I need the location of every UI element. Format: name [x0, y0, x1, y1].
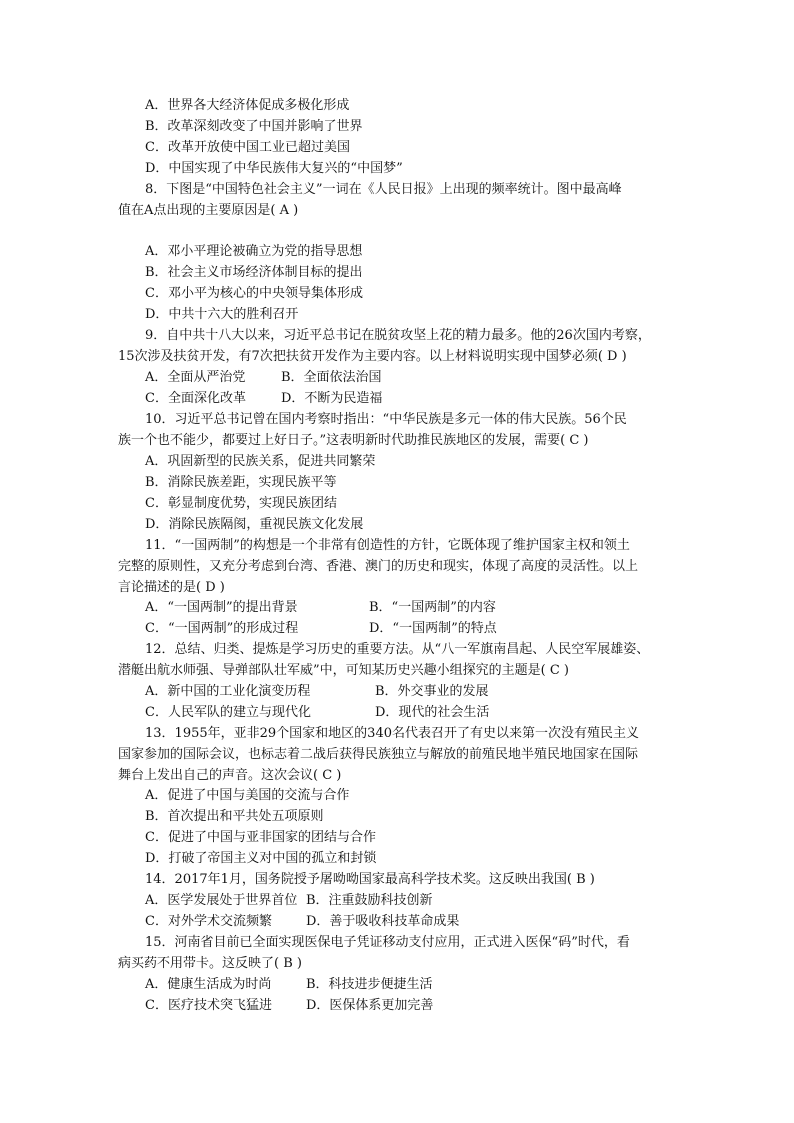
q7-option-b: B．改革深刻改变了中国并影响了世界: [145, 119, 363, 134]
q9-stem-line2: 15次涉及扶贫开发，有7次把扶贫开发作为主要内容。以上材料说明实现中国梦必须( D ): [118, 349, 627, 364]
q13-option-b: B．首次提出和平共处五项原则: [145, 809, 324, 824]
q14-option-d: D．善于吸收科技革命成果: [306, 914, 460, 929]
q8-option-d: D．中共十六大的胜利召开: [145, 307, 299, 322]
q8-option-a: A．邓小平理论被确立为党的指导思想: [145, 244, 363, 259]
q11-option-a: A．“一国两制”的提出背景: [145, 600, 298, 615]
q12-option-a: A．新中国的工业化演变历程: [145, 684, 311, 699]
q8-option-c: C．邓小平为核心的中央领导集体形成: [145, 286, 363, 301]
q13-stem-line1: 13．1955年，亚非29个国家和地区的340名代表召开了有史以来第一次没有殖民主义: [145, 726, 639, 741]
q15-stem-line1: 15．河南省目前已全面实现医保电子凭证移动支付应用，正式进入医保“码”时代，看: [145, 935, 630, 950]
q10-option-c: C．彰显制度优势，实现民族团结: [145, 496, 337, 511]
q10-option-a: A．巩固新型的民族关系，促进共同繁荣: [145, 454, 376, 469]
q13-option-d: D．打破了帝国主义对中国的孤立和封锁: [145, 851, 377, 866]
q14-option-b: B．注重鼓励科技创新: [306, 893, 433, 908]
q10-stem-line1: 10．习近平总书记曾在国内考察时指出：“中华民族是多元一体的伟大民族。56个民: [145, 412, 627, 427]
q11-stem-line2: 完整的原则性，又充分考虑到台湾、香港、澳门的历史和现实，体现了高度的灵活性。以上: [118, 559, 639, 574]
q11-stem-line3: 言论描述的是( D ): [118, 580, 225, 595]
q8-stem-line1: 8．下图是“中国特色社会主义”一词在《人民日报》上出现的频率统计。图中最高峰: [145, 182, 622, 197]
q7-option-d: D．中国实现了中华民族伟大复兴的“中国梦”: [145, 161, 403, 176]
q13-stem-line3: 舞台上发出自己的声音。这次会议( C ): [118, 768, 342, 783]
q14-option-a: A．医学发展处于世界首位: [145, 893, 298, 908]
q8-option-b: B．社会主义市场经济体制目标的提出: [145, 265, 363, 280]
q13-option-c: C．促进了中国与亚非国家的团结与合作: [145, 830, 376, 845]
q14-option-c: C．对外学术交流频繁: [145, 914, 272, 929]
q9-stem-line1: 9．自中共十八大以来，习近平总书记在脱贫攻坚上花的精力最多。他的26次国内考察，: [145, 328, 651, 343]
q12-stem-line1: 12．总结、归类、提炼是学习历史的重要方法。从“八一军旗南昌起、人民空军展雄姿、: [145, 642, 650, 657]
q11-option-d: D．“一国两制”的特点: [369, 621, 497, 636]
q11-option-c: C．“一国两制”的形成过程: [145, 621, 299, 636]
q9-option-c: C．全面深化改革: [145, 391, 246, 406]
q7-option-c: C．改革开放使中国工业已超过美国: [145, 140, 350, 155]
q15-option-a: A．健康生活成为时尚: [145, 977, 272, 992]
q15-stem-line2: 病买药不用带卡。这反映了( B ): [118, 956, 302, 971]
q9-option-d: D．不断为民造福: [281, 391, 383, 406]
q11-stem-line1: 11．“一国两制”的构想是一个非常有创造性的方针，它既体现了维护国家主权和领土: [145, 538, 630, 553]
q10-option-d: D．消除民族隔阂，重视民族文化发展: [145, 517, 364, 532]
q15-option-b: B．科技进步便捷生活: [306, 977, 433, 992]
q13-stem-line2: 国家参加的国际会议，也标志着二战后获得民族独立与解放的前殖民地半殖民地国家在国际: [118, 747, 639, 762]
q14-stem-line1: 14．2017年1月，国务院授予屠呦呦国家最高科学技术奖。这反映出我国( B ): [145, 872, 595, 887]
q10-option-b: B．消除民族差距，实现民族平等: [145, 475, 337, 490]
q15-option-d: D．医保体系更加完善: [306, 998, 434, 1013]
q10-stem-line2: 族一个也不能少，都要过上好日子。”这表明新时代助推民族地区的发展，需要( C ): [118, 433, 589, 448]
q15-option-c: C．医疗技术突飞猛进: [145, 998, 272, 1013]
q7-option-a: A．世界各大经济体促成多极化形成: [145, 98, 350, 113]
q12-stem-line2: 潜艇出航水师强、导弹部队壮军威”中，可知某历史兴趣小组探究的主题是( C ): [118, 663, 570, 678]
q9-option-a: A．全面从严治党: [145, 370, 246, 385]
q11-option-b: B．“一国两制”的内容: [369, 600, 496, 615]
q8-stem-line2: 值在A点出现的主要原因是( A ): [118, 203, 299, 218]
q12-option-d: D．现代的社会生活: [375, 705, 490, 720]
q13-option-a: A．促进了中国与美国的交流与合作: [145, 788, 350, 803]
q12-option-c: C．人民军队的建立与现代化: [145, 705, 311, 720]
q12-option-b: B．外交事业的发展: [375, 684, 489, 699]
q9-option-b: B．全面依法治国: [281, 370, 382, 385]
